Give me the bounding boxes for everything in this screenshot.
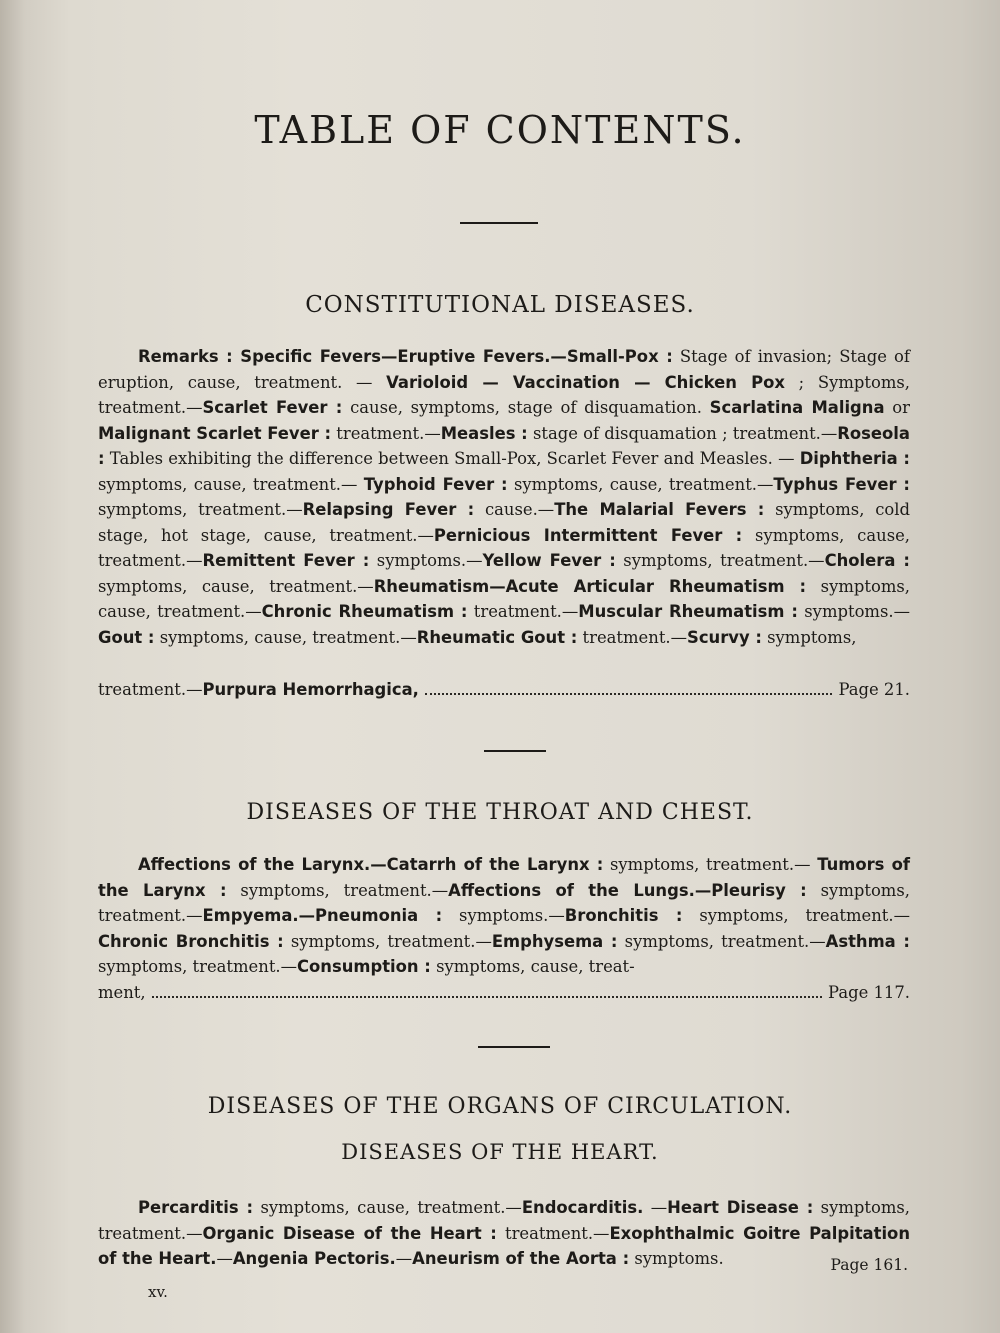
- dot-leader: [152, 996, 822, 998]
- leader-lead-text: ment,: [98, 983, 146, 1002]
- page-folio: xv.: [148, 1283, 168, 1301]
- section-heading-circulation: DISEASES OF THE ORGANS OF CIRCULATION.: [207, 1094, 793, 1119]
- section-heading-throat-chest: DISEASES OF THE THROAT AND CHEST.: [246, 800, 754, 825]
- page-ref-161: Page 161.: [830, 1256, 908, 1274]
- leader-lead-text: treatment.—Purpura Hemorrhagica,: [98, 680, 419, 699]
- dot-leader: [425, 693, 833, 695]
- title-rule: [460, 222, 538, 224]
- section-heading-constitutional: CONSTITUTIONAL DISEASES.: [305, 292, 695, 318]
- page-title: TABLE OF CONTENTS.: [254, 108, 746, 152]
- toc-entry-throat-chest-leader: [98, 980, 910, 1006]
- section-text-constitutional: Remarks : Specific Fevers—Eruptive Fevers.—Small-Pox : Stage of invasion; Stage of eruption, cause, treatment. — Varioloid — Vaccination — Chicken Pox ; Symptoms, treatment.—Scarlet Fever : cause, symptoms, stage of disquamation. Scarlatina Maligna or Malignant Scarlet Fever : treatment.—Measles : stage of disquamation ; treatment.—Roseola : Tables exhibiting the difference between Small-Pox, Scarlet Fever and Measles. — Diphtheria : symptoms, cause, treatment.— Typhoid Fever : symptoms, cause, treatment.—Typhus Fever : symptoms, treatment.—Relapsing Fever : cause.—The Malarial Fevers : symptoms, cold stage, hot stage, cause, treatment.—Pernicious Intermittent Fever : symptoms, cause, treatment.—Remittent Fever : symptoms.—Yellow Fever : symptoms, treatment.—Cholera : symptoms, cause, treatment.—Rheumatism—Acute Articular Rheumatism : symptoms, cause, treatment.—Chronic Rheumatism : treatment.—Muscular Rheumatism : symptoms.— Gout : symptoms, cause, treatment.—Rheumatic Gout : treatment.—Scurvy : symptoms,: [98, 347, 911, 647]
- section-text-circulation: Percarditis : symptoms, cause, treatment.—Endocarditis. —Heart Disease : symptoms, treatment.—Organic Disease of the Heart : treatment.—Exophthalmic Goitre Palpitation of the Heart.—Angenia Pectoris.—Aneurism of the Aorta : symptoms.: [98, 1198, 910, 1268]
- section-rule-2: [478, 1046, 550, 1048]
- section-subheading-heart: DISEASES OF THE HEART.: [341, 1140, 659, 1164]
- page-ref-117: Page 117.: [828, 983, 910, 1002]
- section-text-throat-chest: Affections of the Larynx.—Catarrh of the Larynx : symptoms, treatment.— Tumors of the Larynx : symptoms, treatment.—Affections of the Lungs.—Pleurisy : symptoms, treatment.—Empyema.—Pneumonia : symptoms.—Bronchitis : symptoms, treatment.—Chronic Bronchitis : symptoms, treatment.—Emphysema : symptoms, treatment.—Asthma : symptoms, treatment.—Consumption : symptoms, cause, treat-: [98, 855, 910, 976]
- toc-entry-constitutional-leader: [98, 677, 910, 703]
- section-rule-1: [484, 750, 546, 752]
- page-ref-21: Page 21.: [838, 680, 910, 699]
